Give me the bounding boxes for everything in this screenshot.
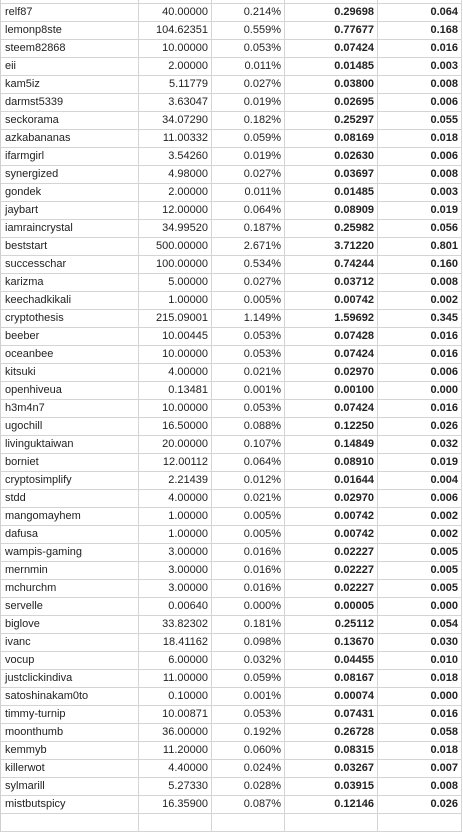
amount-cell[interactable]: 1.00000 (139, 508, 212, 525)
usd-cell[interactable]: 0.055 (378, 112, 462, 129)
account-name-cell[interactable]: servelle (1, 598, 139, 615)
account-name-cell[interactable]: sylmarill (1, 778, 139, 795)
account-name-cell[interactable]: borniet (1, 454, 139, 471)
amount-cell[interactable]: 11.00000 (139, 670, 212, 687)
amount-cell[interactable]: 34.07290 (139, 112, 212, 129)
usd-cell[interactable]: 0.016 (378, 40, 462, 57)
table-row (1, 148, 462, 166)
usd-cell[interactable]: 0.003 (378, 58, 462, 75)
usd-cell[interactable]: 0.026 (378, 796, 462, 813)
account-name-cell[interactable]: azkabananas (1, 130, 139, 147)
table-row (1, 706, 462, 724)
value-cell[interactable]: 0.12250 (285, 418, 378, 435)
share-percent-cell[interactable]: 0.016% (212, 562, 285, 579)
account-name-cell[interactable]: ugochill (1, 418, 139, 435)
usd-cell[interactable]: 0.019 (378, 202, 462, 219)
value-cell[interactable]: 0.14849 (285, 436, 378, 453)
account-name-cell[interactable]: beeber (1, 328, 139, 345)
table-row (1, 310, 462, 328)
account-name-cell[interactable]: cryptosimplify (1, 472, 139, 489)
value-cell[interactable]: 0.07424 (285, 400, 378, 417)
value-cell[interactable]: 1.59692 (285, 310, 378, 327)
share-percent-cell[interactable]: 0.107% (212, 436, 285, 453)
value-cell[interactable]: 0.08909 (285, 202, 378, 219)
usd-cell[interactable]: 0.008 (378, 778, 462, 795)
account-name-cell[interactable]: livinguktaiwan (1, 436, 139, 453)
share-percent-cell[interactable]: 0.005% (212, 508, 285, 525)
table-row (1, 688, 462, 706)
amount-cell[interactable]: 3.63047 (139, 94, 212, 111)
account-name-cell[interactable]: stdd (1, 490, 139, 507)
share-percent-cell[interactable]: 0.016% (212, 580, 285, 597)
share-percent-cell[interactable]: 0.181% (212, 616, 285, 633)
account-name-cell[interactable]: jaybart (1, 202, 139, 219)
account-name-cell[interactable]: karizma (1, 274, 139, 291)
value-cell[interactable]: 0.04455 (285, 652, 378, 669)
usd-cell[interactable]: 0.000 (378, 688, 462, 705)
account-name-cell[interactable]: keechadkikali (1, 292, 139, 309)
usd-cell[interactable]: 0.168 (378, 22, 462, 39)
amount-cell[interactable]: 4.98000 (139, 166, 212, 183)
share-percent-cell[interactable]: 0.000% (212, 598, 285, 615)
account-name-cell[interactable]: oceanbee (1, 346, 139, 363)
share-percent-cell[interactable]: 0.053% (212, 40, 285, 57)
table-row (1, 202, 462, 220)
account-name-cell[interactable]: iamraincrystal (1, 220, 139, 237)
share-percent-cell[interactable]: 0.027% (212, 274, 285, 291)
table-row (1, 544, 462, 562)
amount-cell[interactable]: 215.09001 (139, 310, 212, 327)
usd-cell[interactable]: 0.032 (378, 436, 462, 453)
usd-cell[interactable]: 0.008 (378, 166, 462, 183)
amount-cell[interactable]: 36.00000 (139, 724, 212, 741)
value-cell[interactable]: 0.07424 (285, 40, 378, 57)
share-percent-cell[interactable]: 0.027% (212, 76, 285, 93)
value-cell[interactable] (285, 0, 378, 3)
usd-cell[interactable]: 0.058 (378, 724, 462, 741)
value-cell[interactable]: 0.03800 (285, 76, 378, 93)
table-row (1, 130, 462, 148)
amount-cell[interactable]: 10.00000 (139, 400, 212, 417)
account-name-cell[interactable]: mistbutspicy (1, 796, 139, 813)
value-cell[interactable]: 0.02695 (285, 94, 378, 111)
amount-cell[interactable]: 104.62351 (139, 22, 212, 39)
table-row (1, 472, 462, 490)
table-row (1, 238, 462, 256)
table-row (1, 526, 462, 544)
value-cell[interactable]: 0.02227 (285, 562, 378, 579)
share-percent-cell[interactable]: 0.011% (212, 58, 285, 75)
share-percent-cell[interactable]: 0.559% (212, 22, 285, 39)
amount-cell[interactable]: 3.00000 (139, 562, 212, 579)
value-cell[interactable]: 0.03712 (285, 274, 378, 291)
usd-cell[interactable]: 0.007 (378, 760, 462, 777)
account-name-cell[interactable]: darmst5339 (1, 94, 139, 111)
account-name-cell[interactable]: moonthumb (1, 724, 139, 741)
account-name-cell[interactable]: kemmyb (1, 742, 139, 759)
amount-cell[interactable]: 3.00000 (139, 580, 212, 597)
value-cell[interactable]: 0.02227 (285, 580, 378, 597)
usd-cell[interactable]: 0.008 (378, 274, 462, 291)
usd-cell[interactable]: 0.002 (378, 508, 462, 525)
share-percent-cell[interactable]: 0.214% (212, 4, 285, 21)
account-name-cell[interactable]: steem82868 (1, 40, 139, 57)
value-cell[interactable]: 0.01644 (285, 472, 378, 489)
account-name-cell[interactable]: dafusa (1, 526, 139, 543)
value-cell[interactable]: 0.00074 (285, 688, 378, 705)
account-name-cell[interactable]: mangomayhem (1, 508, 139, 525)
usd-cell[interactable]: 0.010 (378, 652, 462, 669)
account-name-cell[interactable]: vocup (1, 652, 139, 669)
table-row (1, 40, 462, 58)
amount-cell[interactable]: 12.00112 (139, 454, 212, 471)
share-percent-cell[interactable]: 0.534% (212, 256, 285, 273)
value-cell[interactable]: 0.25982 (285, 220, 378, 237)
share-percent-cell[interactable]: 0.032% (212, 652, 285, 669)
value-cell[interactable]: 0.02970 (285, 490, 378, 507)
share-percent-cell[interactable]: 0.059% (212, 130, 285, 147)
usd-cell[interactable]: 0.006 (378, 364, 462, 381)
value-cell[interactable]: 0.07431 (285, 706, 378, 723)
table-row (1, 274, 462, 292)
account-name-cell[interactable] (1, 0, 139, 3)
value-cell[interactable]: 0.08910 (285, 454, 378, 471)
value-cell[interactable]: 0.74244 (285, 256, 378, 273)
share-percent-cell[interactable]: 0.059% (212, 670, 285, 687)
share-percent-cell[interactable]: 1.149% (212, 310, 285, 327)
account-name-cell[interactable]: openhiveua (1, 382, 139, 399)
usd-cell[interactable]: 0.056 (378, 220, 462, 237)
account-name-cell[interactable]: satoshinakam0to (1, 688, 139, 705)
amount-cell[interactable]: 3.00000 (139, 544, 212, 561)
value-cell[interactable]: 0.00742 (285, 292, 378, 309)
table-row (1, 418, 462, 436)
usd-cell[interactable]: 0.016 (378, 328, 462, 345)
value-cell[interactable]: 0.02227 (285, 544, 378, 561)
table-row (1, 400, 462, 418)
account-name-cell[interactable]: beststart (1, 238, 139, 255)
usd-cell[interactable]: 0.026 (378, 418, 462, 435)
amount-cell[interactable]: 5.11779 (139, 76, 212, 93)
value-cell[interactable]: 0.08315 (285, 742, 378, 759)
share-percent-cell[interactable]: 0.064% (212, 202, 285, 219)
amount-cell[interactable]: 3.54260 (139, 148, 212, 165)
value-cell[interactable]: 0.03697 (285, 166, 378, 183)
share-percent-cell[interactable]: 0.053% (212, 328, 285, 345)
value-cell[interactable]: 0.07428 (285, 328, 378, 345)
share-percent-cell[interactable]: 0.011% (212, 184, 285, 201)
amount-cell[interactable]: 500.00000 (139, 238, 212, 255)
share-percent-cell[interactable]: 0.098% (212, 634, 285, 651)
amount-cell[interactable]: 12.00000 (139, 202, 212, 219)
table-row (1, 4, 462, 22)
account-name-cell[interactable]: kam5iz (1, 76, 139, 93)
usd-cell[interactable]: 0.008 (378, 76, 462, 93)
value-cell[interactable]: 0.00742 (285, 508, 378, 525)
account-name-cell[interactable]: cryptothesis (1, 310, 139, 327)
account-name-cell[interactable]: successchar (1, 256, 139, 273)
share-percent-cell[interactable]: 0.060% (212, 742, 285, 759)
value-cell[interactable]: 0.01485 (285, 184, 378, 201)
usd-cell[interactable]: 0.004 (378, 472, 462, 489)
share-percent-cell[interactable]: 0.024% (212, 760, 285, 777)
amount-cell[interactable]: 11.20000 (139, 742, 212, 759)
table-row (1, 796, 462, 814)
usd-cell[interactable]: 0.016 (378, 346, 462, 363)
usd-cell[interactable]: 0.003 (378, 184, 462, 201)
table-row (1, 634, 462, 652)
account-name-cell[interactable]: biglove (1, 616, 139, 633)
account-name-cell[interactable]: seckorama (1, 112, 139, 129)
amount-cell[interactable]: 1.00000 (139, 526, 212, 543)
amount-cell[interactable]: 16.35900 (139, 796, 212, 813)
amount-cell[interactable]: 5.00000 (139, 274, 212, 291)
account-name-cell[interactable]: killerwot (1, 760, 139, 777)
table-row (1, 616, 462, 634)
usd-cell[interactable]: 0.000 (378, 382, 462, 399)
value-cell[interactable]: 0.07424 (285, 346, 378, 363)
share-percent-cell[interactable]: 0.001% (212, 688, 285, 705)
usd-cell[interactable]: 0.064 (378, 4, 462, 21)
table-row (1, 436, 462, 454)
amount-cell[interactable]: 11.00332 (139, 130, 212, 147)
usd-cell[interactable]: 0.018 (378, 670, 462, 687)
account-name-cell[interactable]: mernmin (1, 562, 139, 579)
share-percent-cell[interactable]: 0.016% (212, 544, 285, 561)
table-row (1, 670, 462, 688)
value-cell[interactable]: 0.12146 (285, 796, 378, 813)
usd-cell[interactable]: 0.016 (378, 706, 462, 723)
table-row (1, 742, 462, 760)
account-name-cell[interactable]: ivanc (1, 634, 139, 651)
table-row (1, 760, 462, 778)
value-cell[interactable]: 0.29698 (285, 4, 378, 21)
amount-cell[interactable]: 4.00000 (139, 490, 212, 507)
table-row (1, 220, 462, 238)
usd-cell[interactable]: 0.002 (378, 292, 462, 309)
amount-cell[interactable]: 6.00000 (139, 652, 212, 669)
account-name-cell[interactable]: kitsuki (1, 364, 139, 381)
amount-cell[interactable]: 0.13481 (139, 382, 212, 399)
table-row (1, 580, 462, 598)
amount-cell[interactable]: 5.27330 (139, 778, 212, 795)
table-row (1, 598, 462, 616)
usd-cell[interactable]: 0.005 (378, 544, 462, 561)
usd-cell[interactable]: 0.006 (378, 94, 462, 111)
amount-cell[interactable]: 18.41162 (139, 634, 212, 651)
share-percent-cell[interactable]: 0.019% (212, 94, 285, 111)
usd-cell[interactable]: 0.054 (378, 616, 462, 633)
table-row (1, 22, 462, 40)
share-percent-cell[interactable]: 0.182% (212, 112, 285, 129)
value-cell[interactable]: 0.02970 (285, 364, 378, 381)
usd-cell[interactable]: 0.030 (378, 634, 462, 651)
share-percent-cell[interactable]: 0.005% (212, 526, 285, 543)
amount-cell[interactable]: 2.00000 (139, 184, 212, 201)
share-percent-cell[interactable]: 0.192% (212, 724, 285, 741)
amount-cell[interactable]: 2.00000 (139, 58, 212, 75)
amount-cell[interactable] (139, 0, 212, 3)
account-name-cell[interactable]: ifarmgirl (1, 148, 139, 165)
usd-cell[interactable]: 0.160 (378, 256, 462, 273)
usd-cell[interactable]: 0.000 (378, 598, 462, 615)
amount-cell[interactable]: 10.00871 (139, 706, 212, 723)
value-cell[interactable]: 0.77677 (285, 22, 378, 39)
share-percent-cell[interactable]: 0.019% (212, 148, 285, 165)
account-name-cell[interactable]: eii (1, 58, 139, 75)
table-row (1, 454, 462, 472)
share-percent-cell[interactable]: 0.053% (212, 400, 285, 417)
share-percent-cell[interactable]: 0.005% (212, 292, 285, 309)
amount-cell[interactable]: 40.00000 (139, 4, 212, 21)
table-row (1, 58, 462, 76)
table-row (1, 94, 462, 112)
value-cell[interactable]: 0.25112 (285, 616, 378, 633)
share-percent-cell[interactable]: 0.053% (212, 346, 285, 363)
usd-cell[interactable]: 0.019 (378, 454, 462, 471)
table-row (1, 184, 462, 202)
share-percent-cell[interactable]: 0.187% (212, 220, 285, 237)
account-name-cell[interactable]: synergized (1, 166, 139, 183)
value-cell[interactable]: 0.26728 (285, 724, 378, 741)
usd-cell[interactable]: 0.018 (378, 130, 462, 147)
amount-cell[interactable]: 2.21439 (139, 472, 212, 489)
share-percent-cell[interactable]: 0.027% (212, 166, 285, 183)
table-row (1, 112, 462, 130)
table-row (1, 346, 462, 364)
table-row (1, 562, 462, 580)
usd-cell[interactable]: 0.005 (378, 580, 462, 597)
table-row (1, 382, 462, 400)
table-row (1, 364, 462, 382)
amount-cell[interactable]: 10.00000 (139, 346, 212, 363)
value-cell[interactable]: 0.25297 (285, 112, 378, 129)
value-cell[interactable]: 0.00742 (285, 526, 378, 543)
share-percent-cell[interactable]: 0.021% (212, 490, 285, 507)
amount-cell[interactable]: 34.99520 (139, 220, 212, 237)
account-name-cell[interactable]: gondek (1, 184, 139, 201)
amount-cell[interactable]: 33.82302 (139, 616, 212, 633)
value-cell[interactable]: 0.13670 (285, 634, 378, 651)
usd-cell[interactable]: 0.006 (378, 490, 462, 507)
amount-cell[interactable]: 4.40000 (139, 760, 212, 777)
table-row (1, 166, 462, 184)
value-cell[interactable]: 0.00005 (285, 598, 378, 615)
table-row (1, 256, 462, 274)
amount-cell[interactable]: 1.00000 (139, 292, 212, 309)
amount-cell[interactable]: 0.00640 (139, 598, 212, 615)
share-percent-cell[interactable]: 0.088% (212, 418, 285, 435)
account-name-cell[interactable]: h3m4n7 (1, 400, 139, 417)
amount-cell[interactable]: 10.00445 (139, 328, 212, 345)
usd-cell[interactable]: 0.016 (378, 400, 462, 417)
amount-cell[interactable]: 4.00000 (139, 364, 212, 381)
table-row (1, 508, 462, 526)
amount-cell[interactable]: 16.50000 (139, 418, 212, 435)
amount-cell[interactable]: 10.00000 (139, 40, 212, 57)
amount-cell[interactable]: 0.10000 (139, 688, 212, 705)
value-cell[interactable]: 0.02630 (285, 148, 378, 165)
usd-cell[interactable]: 0.006 (378, 148, 462, 165)
usd-cell[interactable]: 0.002 (378, 526, 462, 543)
table-row (1, 328, 462, 346)
usd-cell[interactable]: 0.018 (378, 742, 462, 759)
account-name-cell[interactable]: relf87 (1, 4, 139, 21)
share-percent-cell[interactable]: 0.053% (212, 706, 285, 723)
table-row (1, 778, 462, 796)
account-name-cell[interactable]: wampis-gaming (1, 544, 139, 561)
share-percent-cell[interactable]: 0.087% (212, 796, 285, 813)
share-percent-cell[interactable]: 0.012% (212, 472, 285, 489)
share-percent-cell[interactable]: 0.064% (212, 454, 285, 471)
value-cell[interactable]: 0.01485 (285, 58, 378, 75)
table-row (1, 652, 462, 670)
usd-cell[interactable]: 0.801 (378, 238, 462, 255)
account-name-cell[interactable]: lemonp8ste (1, 22, 139, 39)
account-name-cell[interactable]: mchurchm (1, 580, 139, 597)
value-cell[interactable]: 3.71220 (285, 238, 378, 255)
value-cell[interactable]: 0.03915 (285, 778, 378, 795)
table-row (1, 724, 462, 742)
value-cell[interactable]: 0.03267 (285, 760, 378, 777)
usd-cell[interactable]: 0.005 (378, 562, 462, 579)
share-percent-cell[interactable] (212, 0, 285, 3)
amount-cell[interactable]: 20.00000 (139, 436, 212, 453)
share-percent-cell[interactable]: 0.001% (212, 382, 285, 399)
amount-cell[interactable]: 100.00000 (139, 256, 212, 273)
share-percent-cell[interactable]: 2.671% (212, 238, 285, 255)
account-name-cell[interactable]: justclickindiva (1, 670, 139, 687)
table-row (1, 490, 462, 508)
account-name-cell[interactable]: timmy-turnip (1, 706, 139, 723)
share-percent-cell[interactable]: 0.028% (212, 778, 285, 795)
share-percent-cell[interactable]: 0.021% (212, 364, 285, 381)
value-cell[interactable]: 0.08167 (285, 670, 378, 687)
value-cell[interactable]: 0.08169 (285, 130, 378, 147)
value-cell[interactable]: 0.00100 (285, 382, 378, 399)
table-row (1, 76, 462, 94)
usd-cell[interactable]: 0.345 (378, 310, 462, 327)
table-row (1, 292, 462, 310)
usd-cell[interactable] (378, 0, 462, 3)
